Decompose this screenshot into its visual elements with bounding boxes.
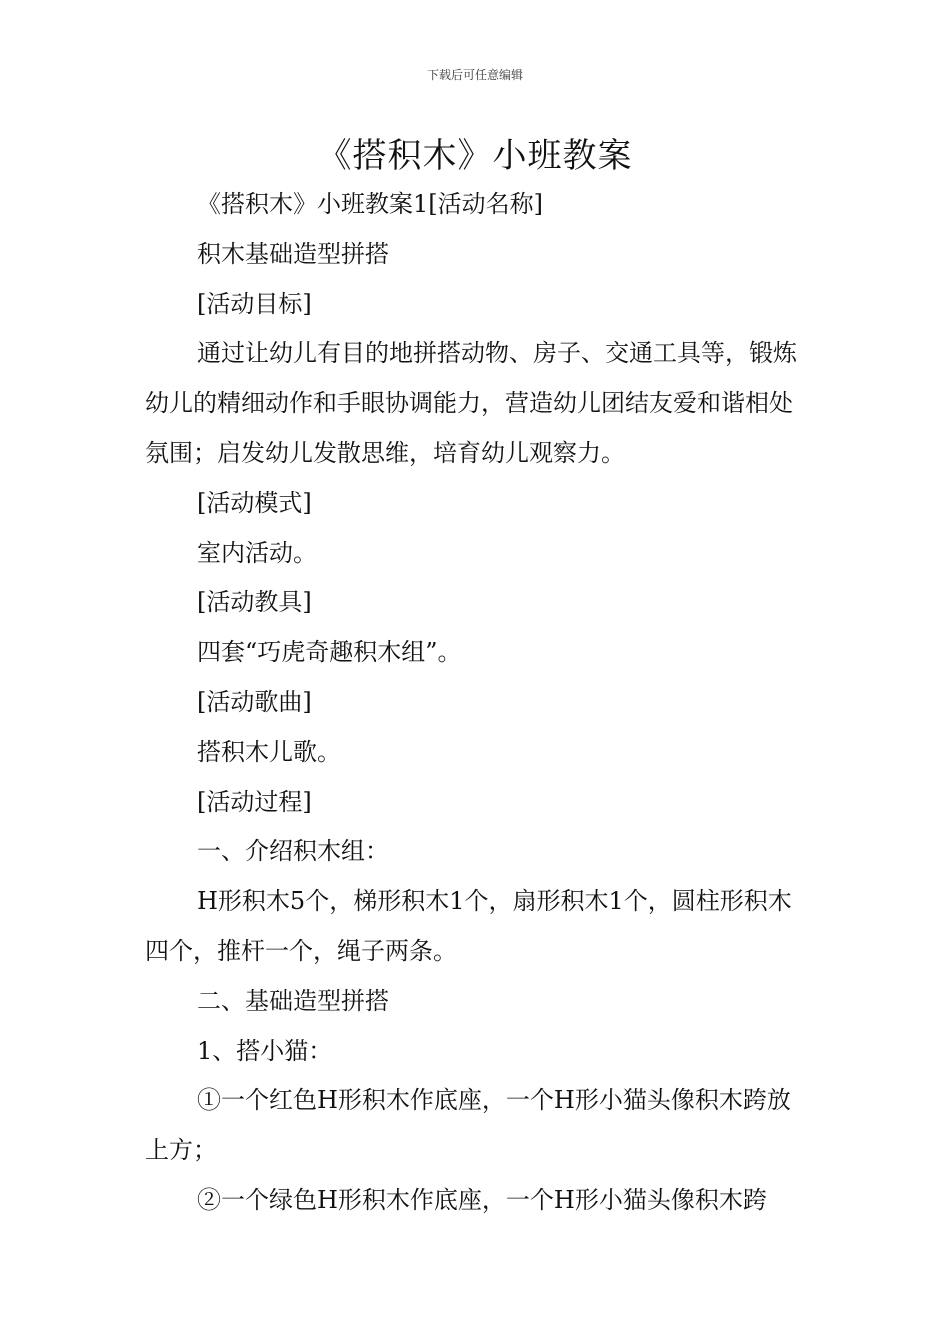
paragraph-activity-song: 搭积木儿歌。 xyxy=(197,737,341,766)
paragraph-activity-goals: 通过让幼儿有目的地拼搭动物、房子、交通工具等，锻炼幼儿的精细动作和手眼协调能力，营造幼儿团结友爱和谐相处氛围；启发幼儿发散思维，培育幼儿观察力。 xyxy=(145,339,797,467)
paragraph-activity-name-value: 积木基础造型拼搭 xyxy=(197,239,389,268)
heading-activity-song: [活动歌曲] xyxy=(197,687,312,716)
paragraph-block-list: H形积木5个，梯形积木1个，扇形积木1个，圆柱形积木四个，推杆一个，绳子两条。 xyxy=(145,887,792,965)
paragraph-cat-step-2: ②一个绿色H形积木作底座，一个H形小猫头像积木跨 xyxy=(197,1185,767,1214)
heading-activity-goals: [活动目标] xyxy=(197,289,312,318)
page-header-note: 下载后可任意编辑 xyxy=(426,68,523,82)
paragraph-activity-name: 《搭积木》小班教案1[活动名称] xyxy=(197,190,543,218)
paragraph-cat-step-1: ①一个红色H形积木作底座，一个H形小猫头像积木跨放上方； xyxy=(145,1086,791,1165)
heading-activity-materials: [活动教具] xyxy=(197,588,312,617)
paragraph-activity-materials: 四套“巧虎奇趣积木组”。 xyxy=(197,638,462,667)
step-one-heading: 一、介绍积木组： xyxy=(197,837,389,866)
document-body xyxy=(145,180,810,1226)
document-title: 《搭积木》小班教案 xyxy=(317,136,633,176)
step-two-heading: 二、基础造型拼搭 xyxy=(197,986,389,1015)
heading-activity-mode: [活动模式] xyxy=(197,488,312,517)
paragraph-activity-mode: 室内活动。 xyxy=(197,538,317,567)
heading-activity-process: [活动过程] xyxy=(197,787,312,816)
sub-step-cat-heading: 1、搭小猫： xyxy=(197,1036,333,1065)
